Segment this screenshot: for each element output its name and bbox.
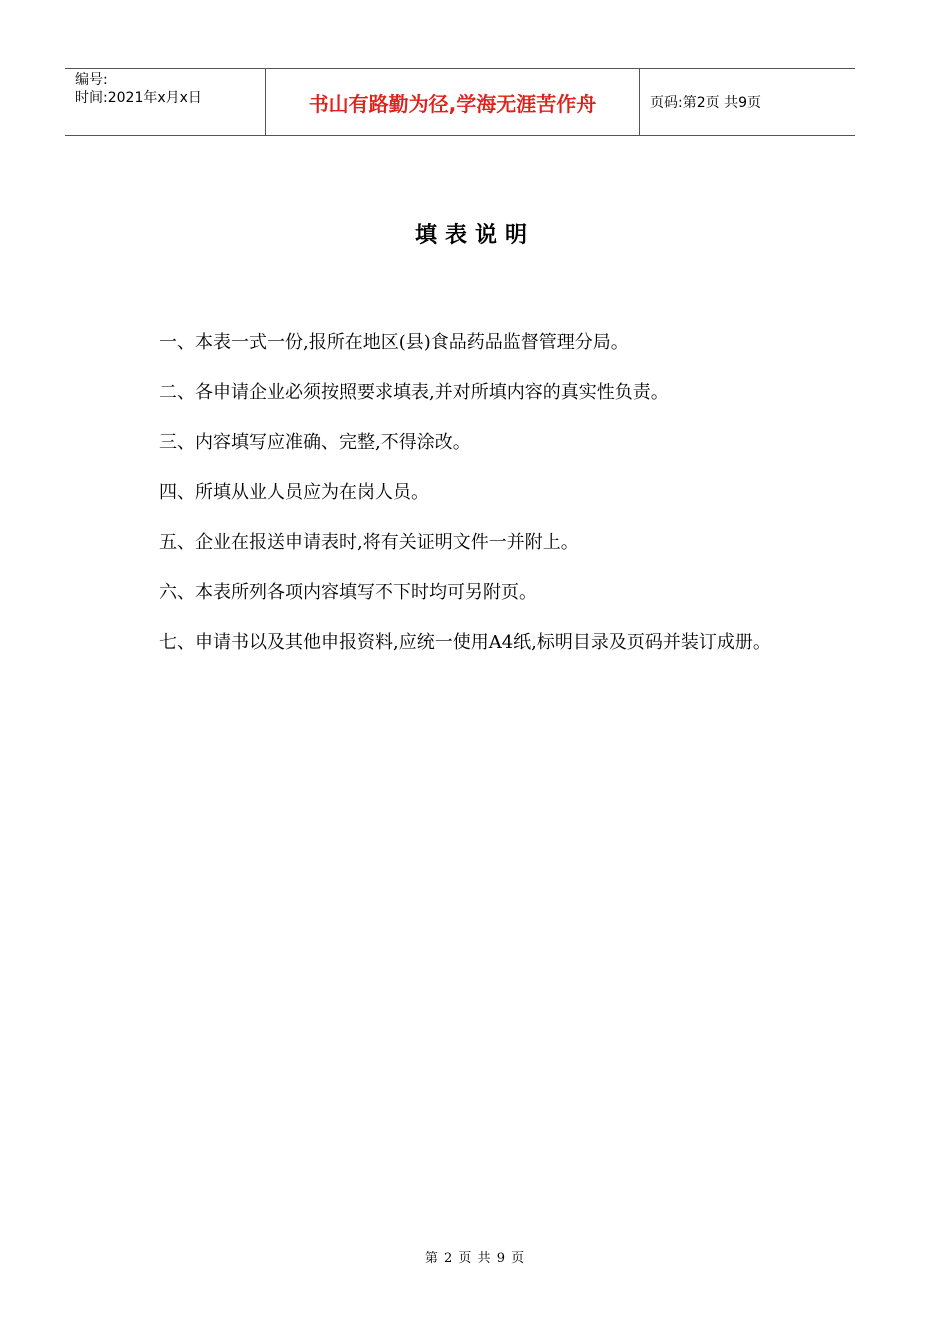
instructions-list <box>113 318 813 668</box>
header-motto-cell <box>266 69 640 135</box>
instruction-item-5: 五、企业在报送申请表时,将有关证明文件一并附上。 <box>159 532 579 553</box>
instruction-item-1: 一、本表一式一份,报所在地区(县)食品药品监督管理分局。 <box>159 332 629 353</box>
page-title: 填表说明 <box>414 223 535 248</box>
page-footer: 第 2 页 共 9 页 <box>424 1251 526 1266</box>
document-number-label: 编号: <box>75 72 108 88</box>
header-page-info: 页码:第2页 共9页 <box>650 95 761 111</box>
instruction-item-6: 六、本表所列各项内容填写不下时均可另附页。 <box>159 582 537 603</box>
instruction-item-3: 三、内容填写应准确、完整,不得涂改。 <box>159 432 471 453</box>
header-meta-cell <box>65 69 266 135</box>
header-motto: 书山有路勤为径,学海无涯苦作舟 <box>308 91 597 116</box>
document-date-label: 时间:2021年x月x日 <box>75 90 202 106</box>
document-header <box>65 68 855 136</box>
instruction-item-7: 七、申请书以及其他申报资料,应统一使用A4纸,标明目录及页码并装订成册。 <box>159 632 771 653</box>
header-page-cell <box>640 69 855 135</box>
instruction-item-2: 二、各申请企业必须按照要求填表,并对所填内容的真实性负责。 <box>159 382 669 403</box>
instruction-item-4: 四、所填从业人员应为在岗人员。 <box>159 482 429 503</box>
